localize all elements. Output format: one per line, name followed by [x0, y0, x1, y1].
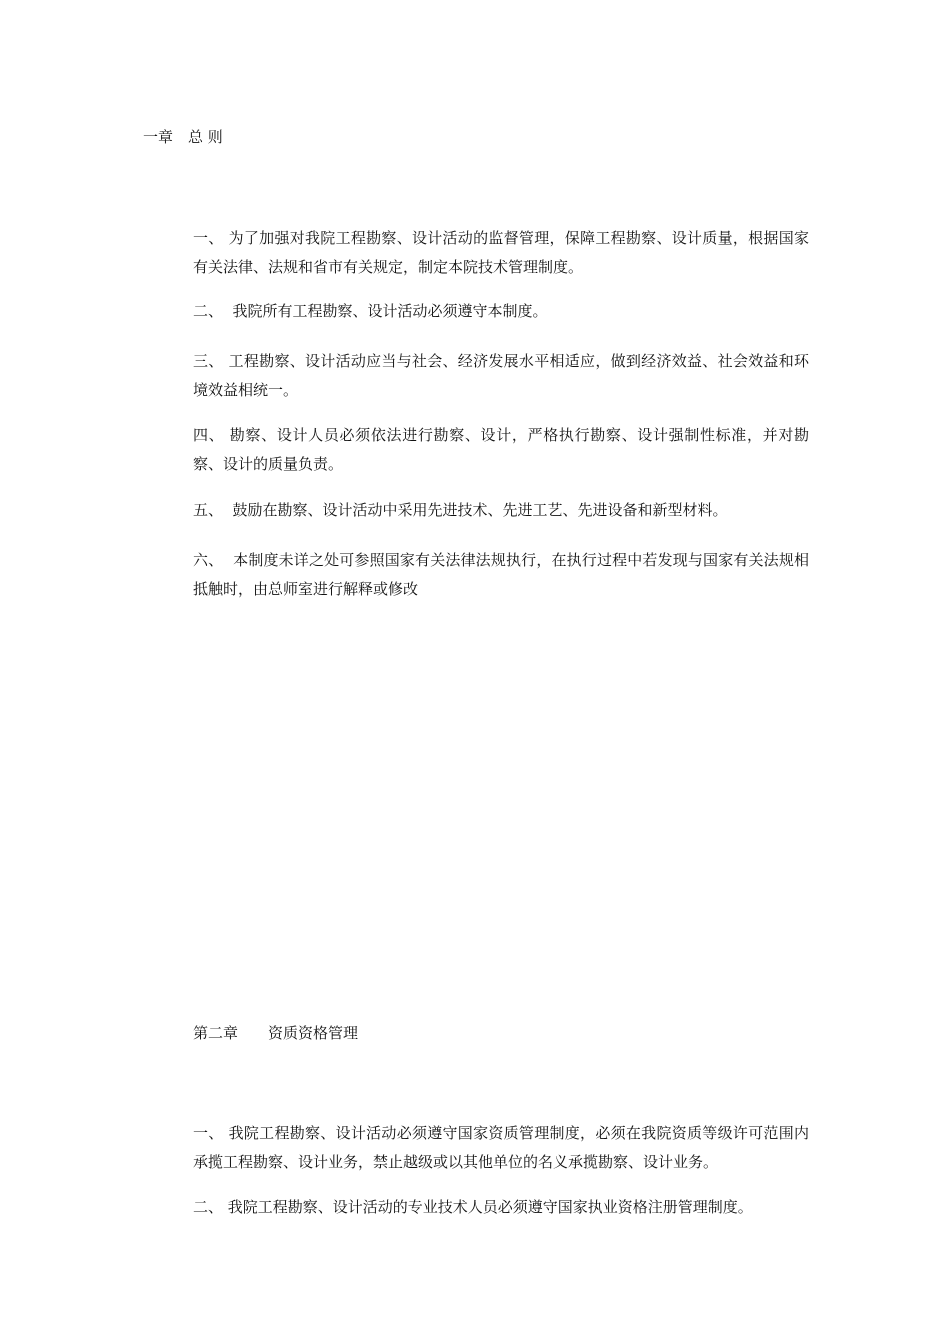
item-text: 我院工程勘察、设计活动必须遵守国家资质管理制度，必须在我院资质等级许可范围内承揽工程勘察、设计业务，禁止越级或以其他单位的名义承揽勘察、设计业务。 [193, 1124, 809, 1171]
chapter-1-title: 一章 总 则 [143, 128, 223, 146]
chapter-2-title: 第二章 资质资格管理 [193, 1024, 359, 1042]
item-number: 四、 [193, 426, 230, 444]
item-text: 勘察、设计人员必须依法进行勘察、设计，严格执行勘察、设计强制性标准，并对勘察、设计的质量负责。 [193, 426, 809, 473]
item-number: 五、 [193, 501, 233, 519]
item-number: 二、 [193, 1198, 228, 1216]
item-text: 我院工程勘察、设计活动的专业技术人员必须遵守国家执业资格注册管理制度。 [227, 1198, 753, 1216]
chapter-1-item-6 [193, 546, 809, 604]
item-text: 工程勘察、设计活动应当与社会、经济发展水平相适应，做到经济效益、社会效益和环境效益相统一。 [193, 352, 809, 399]
item-number: 三、 [193, 352, 229, 370]
chapter-1-item-2 [193, 297, 809, 326]
item-number: 二、 [193, 302, 233, 320]
item-text: 鼓励在勘察、设计活动中采用先进技术、先进工艺、先进设备和新型材料。 [232, 501, 728, 519]
chapter-1-item-4 [193, 421, 809, 479]
chapter-1-item-5 [193, 496, 809, 525]
item-number: 六、 [193, 551, 234, 569]
item-number: 一、 [193, 229, 229, 247]
item-number: 一、 [193, 1124, 229, 1142]
chapter-1-item-1 [193, 224, 809, 282]
item-text: 为了加强对我院工程勘察、设计活动的监督管理，保障工程勘察、设计质量，根据国家有关法律、法规和省市有关规定，制定本院技术管理制度。 [193, 229, 809, 276]
item-text: 本制度未详之处可参照国家有关法律法规执行，在执行过程中若发现与国家有关法规相抵触时，由总师室进行解释或修改 [193, 551, 809, 598]
item-text: 我院所有工程勘察、设计活动必须遵守本制度。 [232, 302, 548, 320]
chapter-1-item-3 [193, 347, 809, 405]
chapter-2-item-2 [193, 1193, 823, 1222]
chapter-2-item-1 [193, 1119, 809, 1177]
